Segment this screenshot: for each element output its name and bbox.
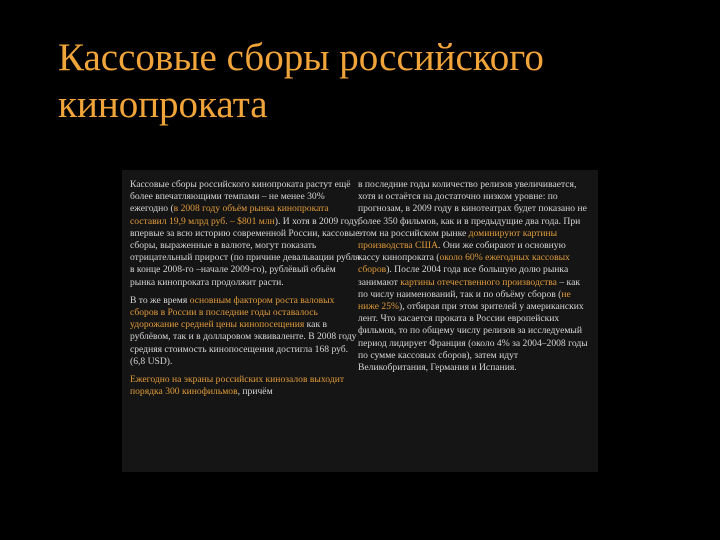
slide-title: Кассовые сборы российского кинопроката	[58, 36, 544, 126]
text-run: ). После 2004 года все большую долю рынка занимают	[358, 264, 569, 288]
text-run: Кассовые сборы российского кинопроката растут ещё более впечатляющими темпами – не менее 30% ежегодно (	[130, 179, 351, 215]
text-run: – как по числу наименований, так и по объёму сборов (	[358, 276, 580, 300]
text-run: как в рублёвом, так и в долларовом эквиваленте. В 2008 году средняя стоимость кинопосещения достигла 168 руб. (6,8 USD).	[130, 319, 357, 367]
highlighted-text: основным фактором роста валовых сборов в России в последние годы оставалось удорожание средней цены кинопосещения	[130, 294, 335, 331]
paragraph	[130, 295, 362, 368]
highlighted-text: доминируют картины производства США	[358, 227, 558, 252]
text-run: ). И хотя в 2009 году, впервые за всю историю современной России, кассовые сборы, выраженные в валюте, могут показать отрицательный прирост (по причине девальвации рубля в конце 2008-го –начале 2009-го), рублёвый объём рынка кинопроката продолжит расти.	[130, 215, 360, 288]
highlighted-text: в 2008 году объём рынка кинопроката составил 19,9 млрд руб. – $801 млн	[130, 203, 329, 227]
paragraph	[358, 179, 590, 374]
highlighted-text: картины отечественного производства	[400, 276, 557, 288]
text-run: в последние годы количество релизов увеличивается, хотя и остаётся на достаточно низком уровне: по прогнозам, в 2009 году в кинотеатрах будет показано не более 350 фильмов, как и в предыдущие два года. При этом на российском рынке	[358, 179, 587, 239]
text-run: . Они же собирают и основную кассу кинопроката (	[358, 240, 566, 264]
content-panel	[122, 170, 598, 472]
highlighted-text: Ежегодно на экраны российских кинозалов выходит порядка 300 кинофильмов	[130, 374, 345, 398]
text-run: В то же время	[130, 294, 190, 306]
text-run: , причём	[237, 386, 273, 398]
left-column	[130, 179, 362, 398]
highlighted-text: не ниже 25%	[358, 288, 571, 313]
text-run: ), отбирая при этом зрителей у американских лент. Что касается проката в России европейских фильмов, то по общему числу релизов за исследуемый период лидирует Франция (около 4% за 2004–2008 годы по сумме кассовых сборов), затем идут Великобритания, Германия и Испания.	[358, 301, 588, 374]
right-column	[358, 179, 590, 374]
highlighted-text: около 60% ежегодных кассовых сборов	[358, 252, 570, 276]
paragraph	[130, 374, 362, 398]
paragraph	[130, 179, 362, 289]
